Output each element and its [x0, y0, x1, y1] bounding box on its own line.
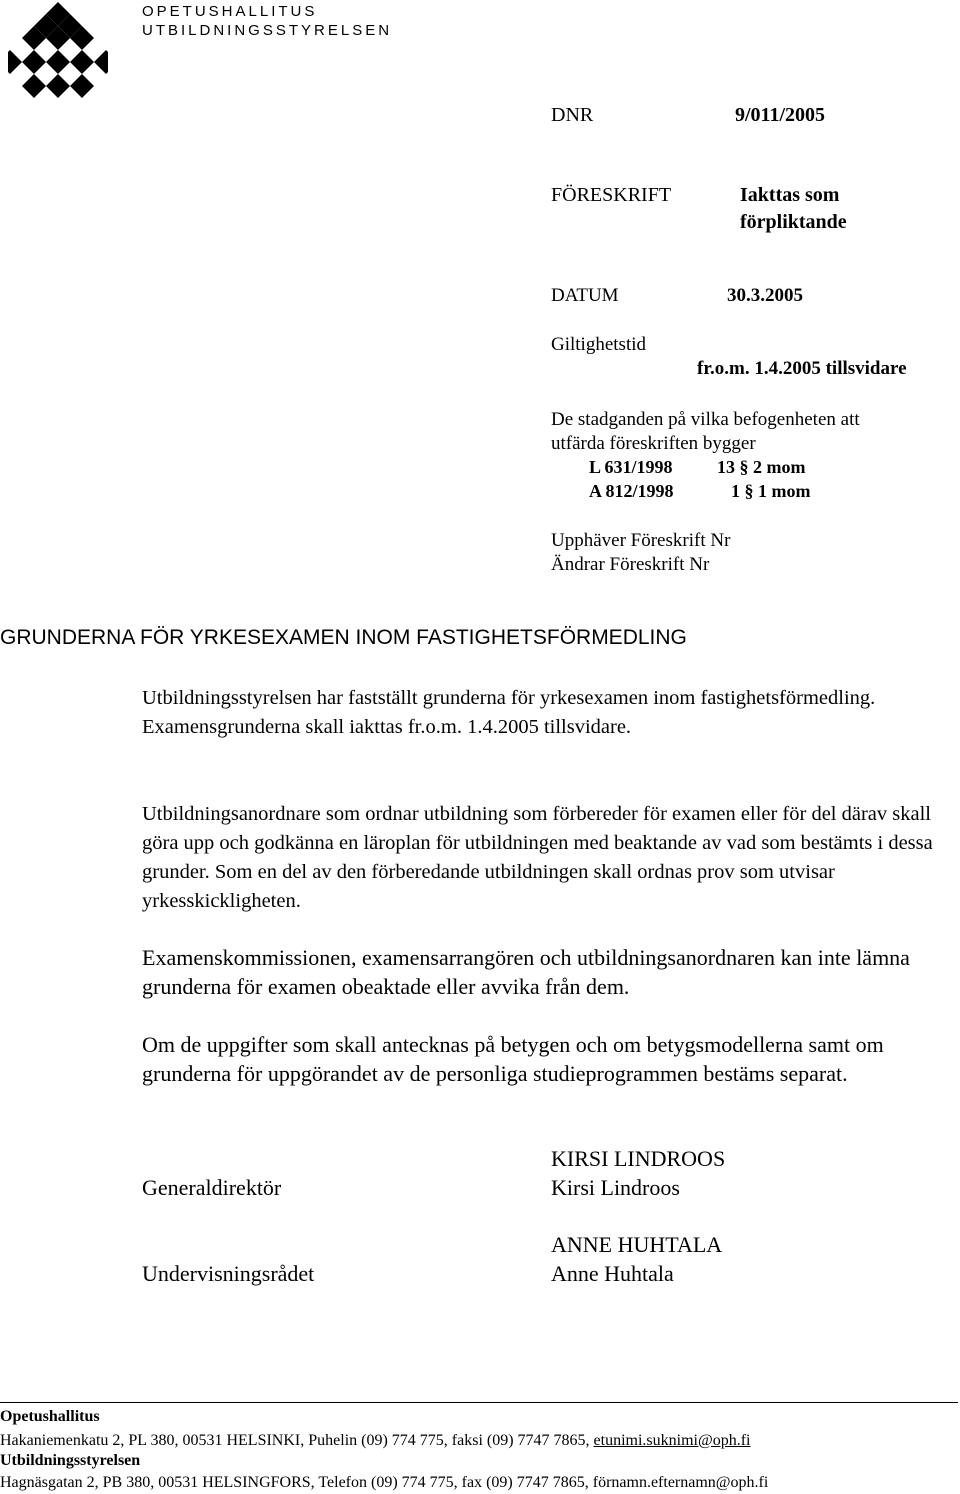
law2-section: 1 § 1 mom: [731, 481, 811, 501]
footer-divider: [0, 1402, 958, 1403]
repeals-label: Upphäver Föreskrift Nr: [551, 530, 731, 551]
dnr-label: DNR: [551, 104, 594, 126]
type-label: FÖRESKRIFT: [551, 184, 672, 206]
date-label: DATUM: [551, 285, 619, 306]
date-value: 30.3.2005: [727, 285, 803, 306]
paragraph-4: Om de uppgifter som skall antecknas på betygen och om betygsmodellerna samt om grunderna för uppgörandet av de personliga studieprogrammen bestäms separat.: [142, 1032, 884, 1086]
paragraph-2: Utbildningsanordnare som ordnar utbildning som förbereder för examen eller för del därav skall göra upp och godkänna en läroplan för utbildningen med beaktande av vad som bestämts i dessa grunder. Som en del av den förberedande utbildningen skall ordnas prov som utvisar yrkesskickligheten.: [142, 803, 933, 912]
org-name-fi: OPETUSHALLITUS: [142, 3, 318, 20]
signer1-name: Kirsi Lindroos: [551, 1175, 680, 1200]
authority-line2: utfärda föreskriften bygger: [551, 433, 756, 454]
signer1-name-upper: KIRSI LINDROOS: [551, 1146, 726, 1171]
footer-org-sv: Utbildningsstyrelsen: [0, 1452, 141, 1469]
amends-label: Ändrar Föreskrift Nr: [551, 554, 710, 575]
signer2-role: Undervisningsrådet: [142, 1261, 315, 1286]
dnr-value: 9/011/2005: [735, 104, 826, 126]
law2-ref: A 812/1998: [589, 481, 674, 501]
footer-address-sv: Hagnäsgatan 2, PB 380, 00531 HELSINGFORS, Telefon (09) 774 775, fax (09) 7747 7865, förnamn.efternamn@oph.fi: [0, 1474, 769, 1491]
paragraph-3: Examenskommissionen, examensarrangören och utbildningsanordnaren kan inte lämna grunderna för examen obeaktade eller avvika från dem.: [142, 945, 910, 999]
signer2-name-upper: ANNE HUHTALA: [551, 1232, 723, 1257]
signer2-name: Anne Huhtala: [551, 1261, 674, 1286]
type-value-line1: Iakttas som: [740, 184, 840, 206]
paragraph-1: Utbildningsstyrelsen har fastställt grunderna för yrkesexamen inom fastighetsförmedling. Examensgrunderna skall iakttas fr.o.m. 1.4.2005 tillsvidare.: [142, 687, 876, 738]
footer-address-fi-text: Hakaniemenkatu 2, PL 380, 00531 HELSINKI, Puhelin (09) 774 775, faksi (09) 7747 7865,: [0, 1432, 590, 1449]
authority-line1: De stadganden på vilka befogenheten att: [551, 409, 860, 430]
validity-label: Giltighetstid: [551, 334, 646, 355]
type-value-line2: förpliktande: [740, 211, 847, 233]
signer1-role: Generaldirektör: [142, 1175, 282, 1200]
footer-email-fi-link[interactable]: etunimi.suknimi@oph.fi: [593, 1432, 751, 1449]
document-title: GRUNDERNA FÖR YRKESEXAMEN INOM FASTIGHETSFÖRMEDLING: [0, 626, 687, 649]
law1-section: 13 § 2 mom: [717, 457, 806, 477]
board-logo-icon: [8, 0, 108, 100]
org-name-sv: UTBILDNINGSSTYRELSEN: [142, 22, 393, 39]
validity-value: fr.o.m. 1.4.2005 tillsvidare: [697, 358, 907, 379]
law1-ref: L 631/1998: [589, 457, 673, 477]
footer-address-fi: [0, 1432, 751, 1450]
footer-org-fi: Opetushallitus: [0, 1408, 100, 1425]
